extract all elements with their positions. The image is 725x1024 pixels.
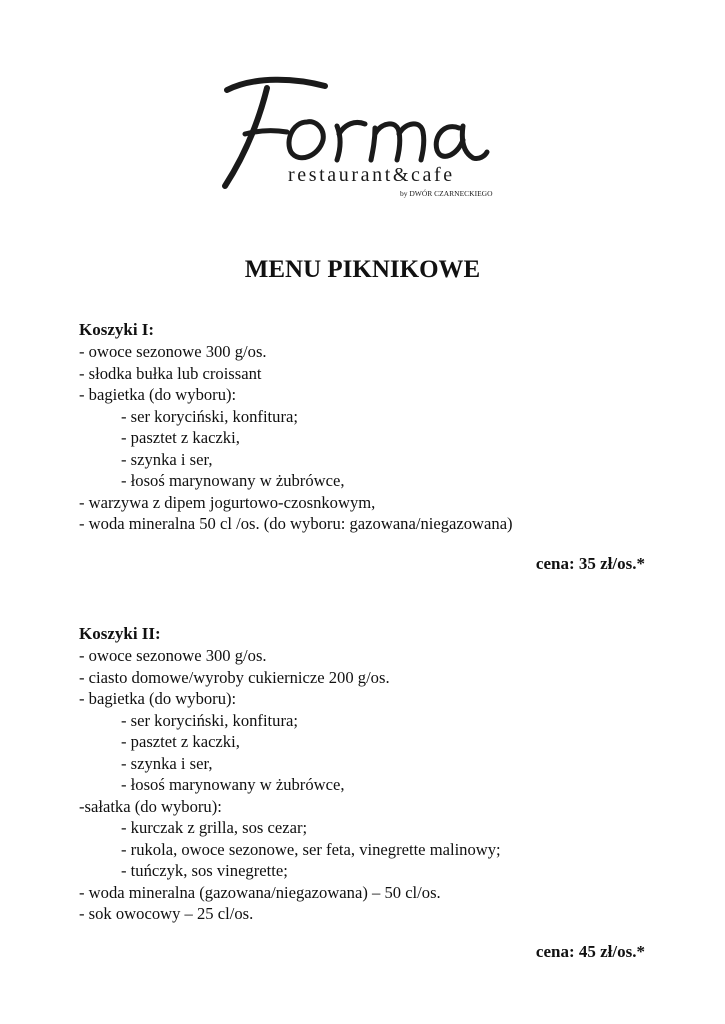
forma-logo (215, 70, 515, 205)
section-heading: Koszyki I: (79, 320, 155, 339)
list-item: - sok owocowy – 25 cl/os. (79, 904, 254, 923)
list-item-option: - kurczak z grilla, sos cezar; (121, 818, 308, 837)
list-item-option: - rukola, owoce sezonowe, ser feta, vinegrette malinowy; (121, 839, 501, 859)
list-item-option: - ser koryciński, konfitura; (121, 710, 298, 730)
list-item: - bagietka (do wyboru): (79, 385, 237, 404)
basket-section-2 (79, 622, 659, 925)
list-item-option: - łosoś marynowany w żubrówce, (121, 775, 345, 794)
list-item-option: - szynka i ser, (121, 449, 213, 469)
section-heading: Koszyki II: (79, 624, 161, 643)
list-item: - warzywa z dipem jogurtowo-czosnkowym, (79, 492, 376, 512)
list-item: - bagietka (do wyboru): (79, 689, 237, 708)
list-item: - woda mineralna (gazowana/niegazowana) – 50 cl/os. (79, 882, 441, 902)
list-item: -sałatka (do wyboru): (79, 796, 222, 816)
page-title: MENU PIKNIKOWE (244, 256, 481, 283)
list-item-option: - pasztet z kaczki, (121, 428, 240, 447)
list-item: - owoce sezonowe 300 g/os. (79, 342, 267, 361)
list-item-option: - pasztet z kaczki, (121, 732, 240, 751)
list-item: - słodka bułka lub croissant (79, 363, 262, 383)
basket-section-1 (79, 318, 659, 535)
list-item-option: - tuńczyk, sos vinegrette; (121, 861, 288, 880)
list-item: - ciasto domowe/wyroby cukiernicze 200 g/os. (79, 667, 390, 687)
logo-subtitle: restaurant&cafe (288, 164, 455, 186)
list-item: - owoce sezonowe 300 g/os. (79, 646, 267, 665)
list-item: - woda mineralna 50 cl /os. (do wyboru: gazowana/niegazowana) (79, 514, 513, 533)
list-item-option: - łosoś marynowany w żubrówce, (121, 471, 345, 490)
list-item-option: - szynka i ser, (121, 753, 213, 773)
price-basket-1: cena: 35 zł/os.* (535, 554, 645, 573)
price-basket-2: cena: 45 zł/os.* (535, 942, 645, 961)
logo-by-line: by DWÓR CZARNECKIEGO (400, 189, 493, 198)
list-item-option: - ser koryciński, konfitura; (121, 406, 298, 426)
